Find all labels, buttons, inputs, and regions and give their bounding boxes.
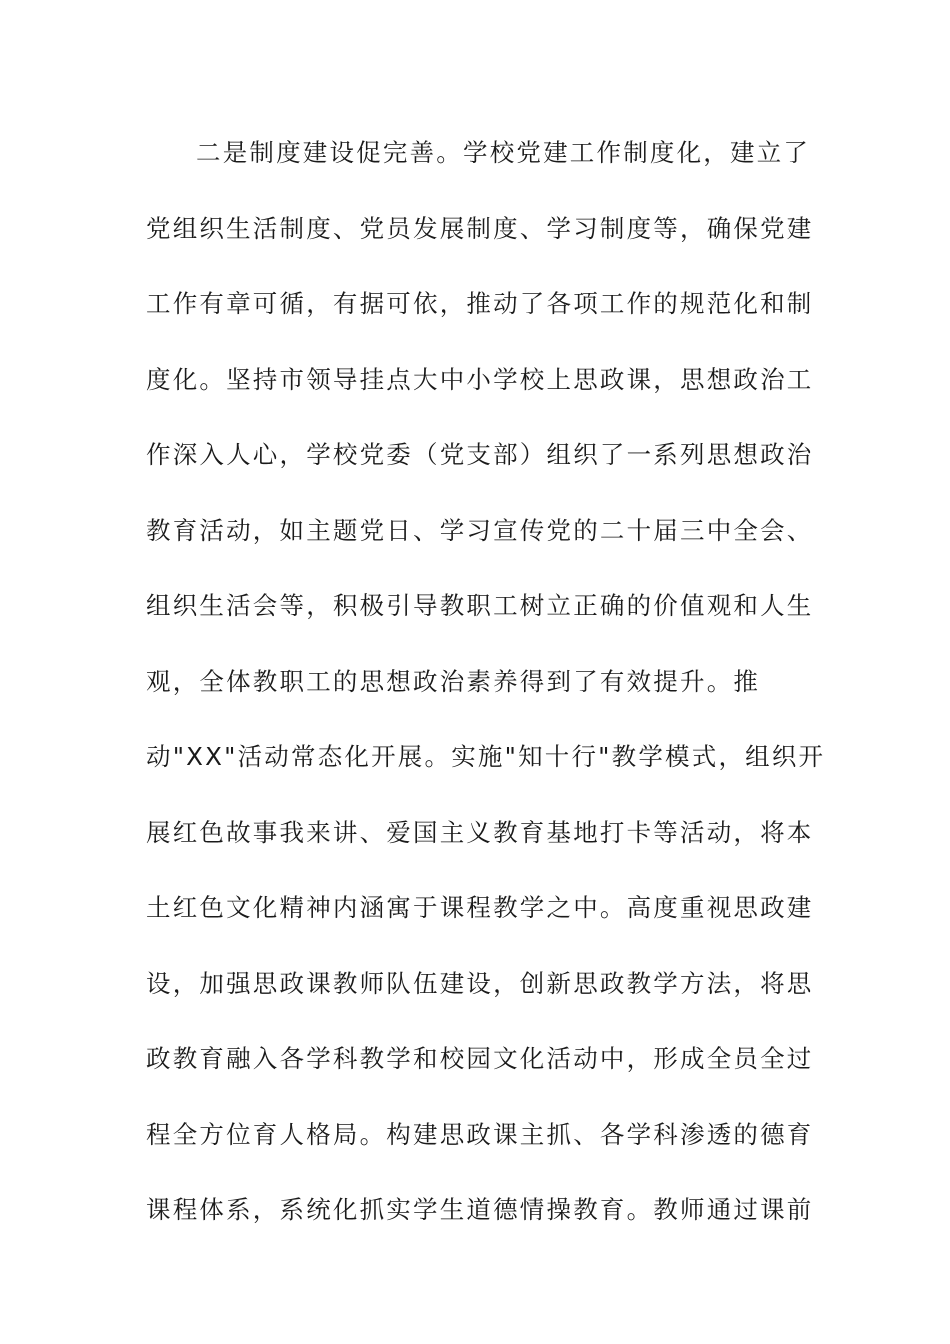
text-line: 土红色文化精神内涵寓于课程教学之中。高度重视思政建 <box>146 893 814 922</box>
text-line: 组织生活会等，积极引导教职工树立正确的价值观和人生 <box>146 591 814 620</box>
text-line: 党组织生活制度、党员发展制度、学习制度等，确保党建 <box>146 213 814 243</box>
text-line: 政教育融入各学科教学和校园文化活动中，形成全员全过 <box>146 1044 814 1073</box>
text-line: 设，加强思政课教师队伍建设，创新思政教学方法，将思 <box>146 968 814 998</box>
text-line: 动"XX"活动常态化开展。实施"知十行"教学模式，组织开 <box>146 742 826 771</box>
text-line: 程全方位育人格局。构建思政课主抓、各学科渗透的德育 <box>146 1119 814 1149</box>
text-line: 工作有章可循，有据可依，推动了各项工作的规范化和制 <box>146 289 814 318</box>
text-line: 度化。坚持市领导挂点大中小学校上思政课，思想政治工 <box>146 364 814 394</box>
text-line: 展红色故事我来讲、爱国主义教育基地打卡等活动，将本 <box>146 817 814 847</box>
text-line: 课程体系，系统化抓实学生道德情操教育。教师通过课前 <box>146 1195 814 1224</box>
paragraph <box>146 130 826 1263</box>
text-line: 二是制度建设促完善。学校党建工作制度化，建立了 <box>196 138 811 167</box>
text-line: 作深入人心，学校党委（党支部）组织了一系列思想政治 <box>146 440 814 469</box>
text-line: 观，全体教职工的思想政治素养得到了有效提升。推 <box>146 666 761 696</box>
text-line: 教育活动，如主题党日、学习宣传党的二十届三中全会、 <box>146 515 814 545</box>
